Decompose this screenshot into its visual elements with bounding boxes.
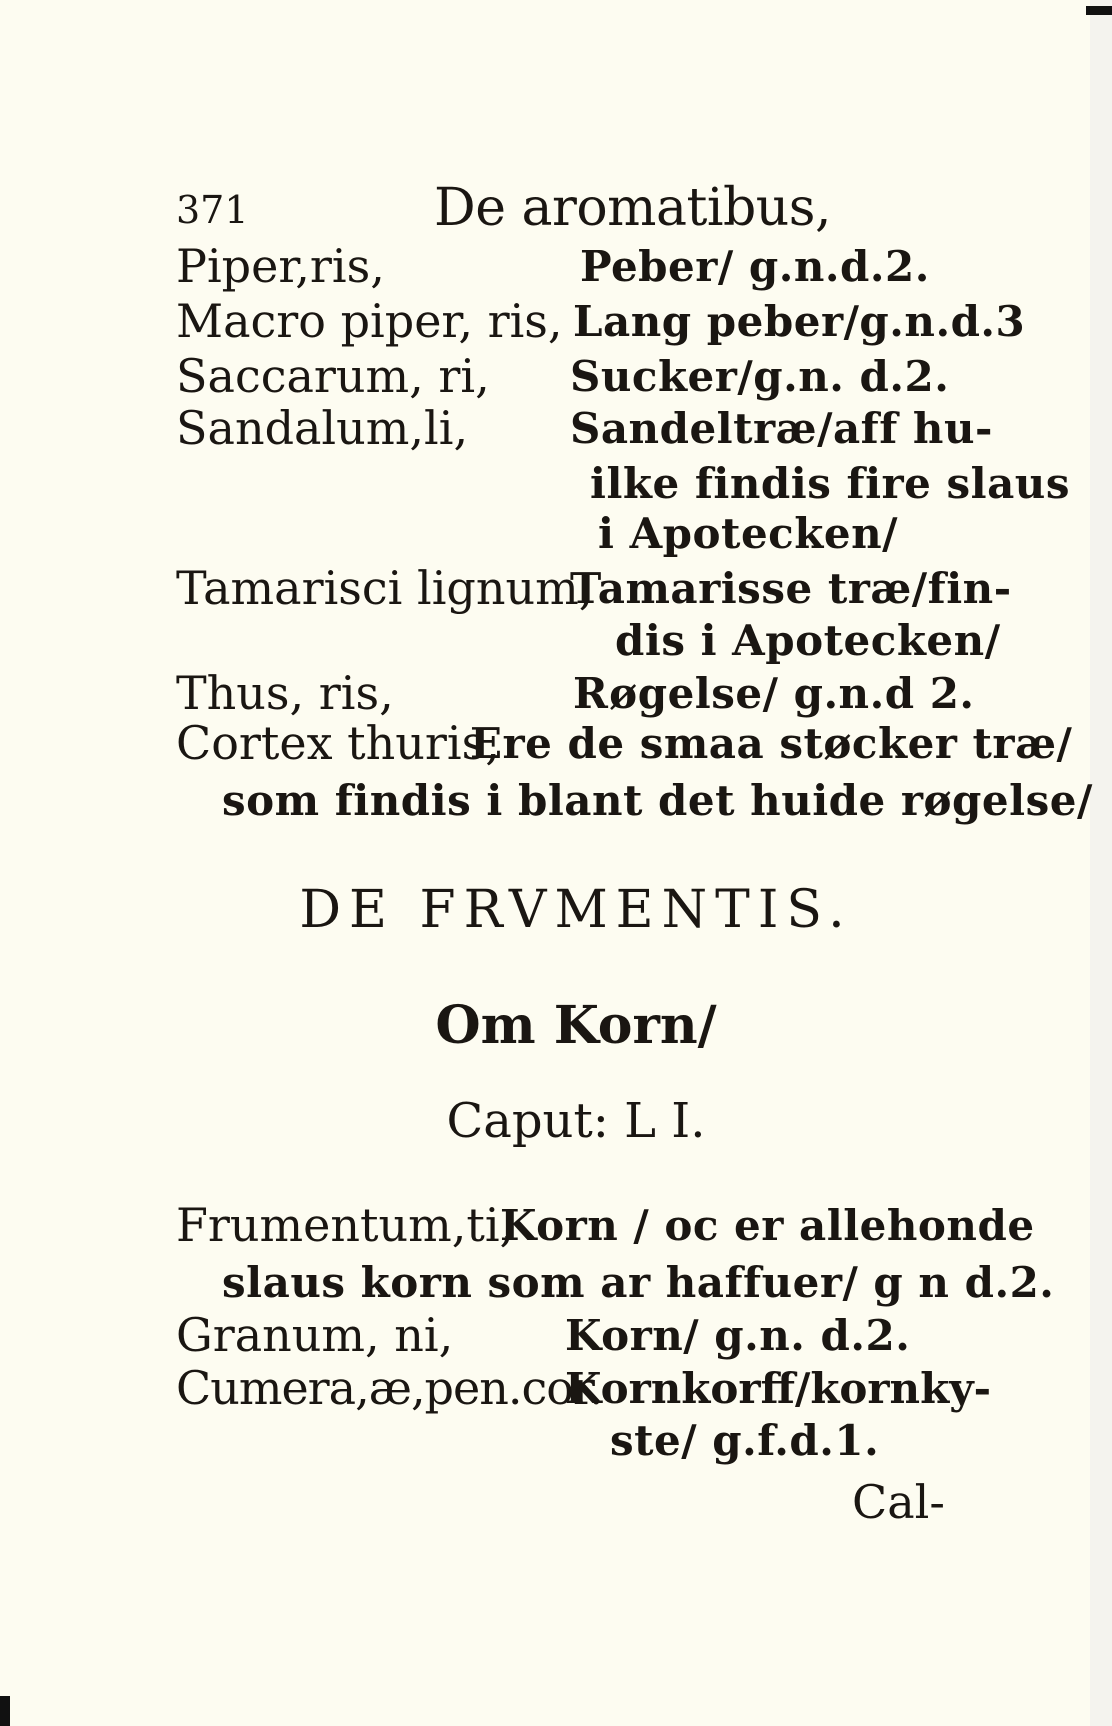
- section-title: DE FRVMENTIS.: [299, 880, 853, 940]
- entry-gloss: Peber/ g.n.d.2.: [580, 242, 930, 291]
- entry-latin: Saccarum, ri,: [176, 349, 490, 403]
- page-header: [176, 178, 936, 238]
- entry-gloss-continuation: slaus korn som ar haffuer/ g n d.2.: [222, 1258, 1055, 1307]
- entry-gloss: Røgelse/ g.n.d 2.: [573, 669, 975, 718]
- entry-gloss-continuation: i Apotecken/: [598, 509, 898, 558]
- running-head: De aromatibus,: [434, 178, 831, 238]
- entry-gloss: Korn / oc er allehonde: [500, 1201, 1035, 1250]
- entry-gloss: Tamarisse træ/fin-: [570, 564, 1012, 613]
- entry-latin: Macro piper, ris,: [176, 294, 563, 348]
- entry-gloss-continuation: dis i Apotecken/: [615, 616, 1001, 665]
- entry-latin: Granum, ni,: [176, 1308, 454, 1362]
- entry-gloss: Kornkorff/kornky-: [565, 1364, 992, 1413]
- section-subtitle: Om Korn/: [435, 995, 717, 1056]
- entry-gloss: Sucker/g.n. d.2.: [570, 352, 950, 401]
- entry-latin: Sandalum,li,: [176, 401, 469, 455]
- entry-gloss: Ere de smaa støcker træ/: [470, 719, 1073, 768]
- entry-latin: Piper,ris,: [176, 239, 385, 293]
- entry-gloss-continuation: ste/ g.f.d.1.: [610, 1416, 880, 1465]
- entry-latin: Cortex thuris,: [176, 716, 500, 770]
- chapter-heading: Caput: L I.: [446, 1093, 706, 1149]
- page-number: 371: [176, 188, 249, 232]
- scan-corner-mark-top: [1086, 6, 1112, 15]
- entry-gloss: Lang peber/g.n.d.3: [573, 297, 1026, 346]
- catchword: Cal-: [852, 1475, 945, 1529]
- scan-corner-mark-bottom: [0, 1696, 10, 1726]
- entry-latin: Cumera,æ,pen.cor.: [176, 1361, 603, 1415]
- entry-latin: Tamarisci lignum,: [176, 561, 594, 615]
- entry-gloss: Sandeltræ/aff hu-: [570, 404, 993, 453]
- page-edge: [1090, 0, 1112, 1726]
- entry-gloss-continuation: ilke findis fire slaus: [590, 459, 1070, 508]
- entry-latin: Thus, ris,: [176, 666, 394, 720]
- entry-gloss: Korn/ g.n. d.2.: [565, 1311, 911, 1360]
- entry-latin: Frumentum,ti,: [176, 1198, 515, 1252]
- entry-gloss-continuation: som findis i blant det huide røgelse/: [222, 776, 1093, 825]
